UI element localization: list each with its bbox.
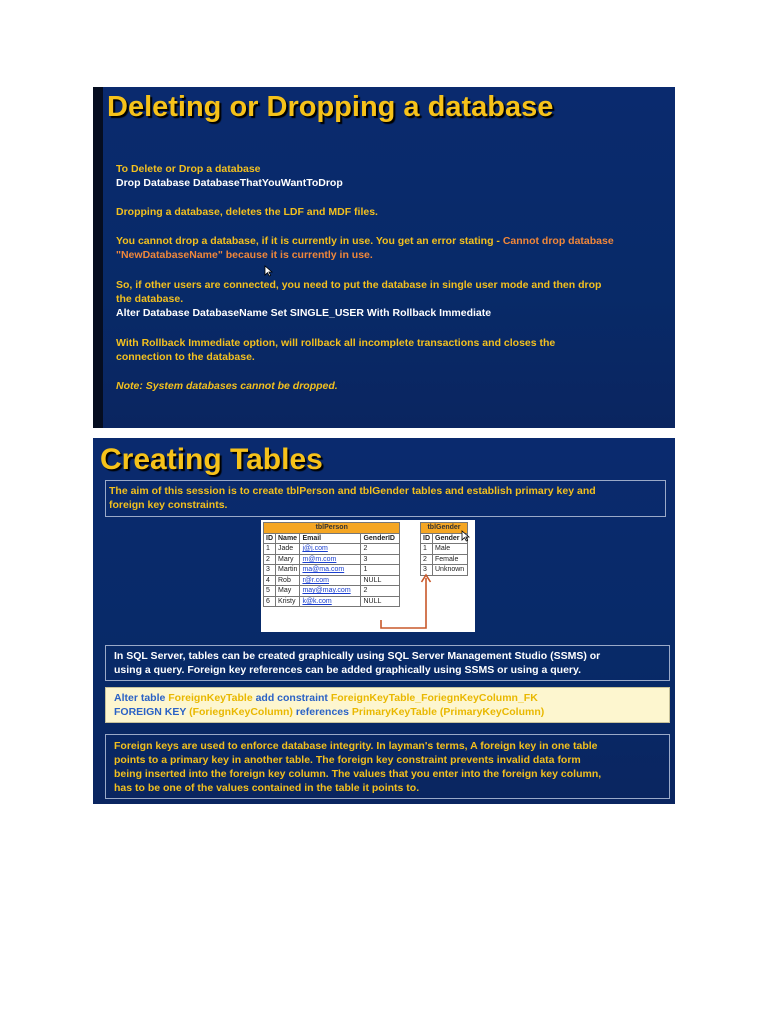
email-link[interactable]: may@may.com xyxy=(300,586,361,597)
code-param: PrimaryKeyTable xyxy=(351,706,437,718)
note-text: Note: System databases cannot be dropped. xyxy=(116,380,338,392)
mouse-cursor-icon xyxy=(264,265,273,277)
code-keyword: FOREIGN KEY xyxy=(114,706,190,718)
column-header: ID xyxy=(421,533,433,544)
table-cell: Mary xyxy=(276,554,300,565)
email-link[interactable]: ma@ma.com xyxy=(300,565,361,576)
column-header: Name xyxy=(276,533,300,544)
code-param: (PrimaryKeyColumn) xyxy=(436,706,545,718)
table-cell: Unknown xyxy=(433,565,468,576)
code-keyword: Alter table xyxy=(114,692,169,704)
table-cell: Rob xyxy=(276,575,300,586)
info-box xyxy=(105,645,670,681)
mouse-cursor-icon xyxy=(461,530,470,542)
code-keyword: references xyxy=(292,706,352,718)
text-line: In SQL Server, tables can be created graphically using SQL Server Management Studio (SSMS) or xyxy=(114,650,601,662)
email-link[interactable]: j@j.com xyxy=(300,544,361,555)
text-line: the database. xyxy=(116,293,184,305)
text-line xyxy=(116,234,614,248)
text-line: foreign key constraints. xyxy=(109,499,228,511)
tables-diagram xyxy=(261,520,475,632)
column-header: Email xyxy=(300,533,361,544)
text-line: using a query. Foreign key references can be added graphically using SSMS or using a query. xyxy=(114,664,581,676)
text-line: connection to the database. xyxy=(116,351,255,363)
table-cell: Martin xyxy=(276,565,300,576)
text-line: With Rollback Immediate option, will rollback all incomplete transactions and closes the xyxy=(116,337,556,349)
slide-title: Creating Tables xyxy=(100,443,323,476)
slide-deleting-database xyxy=(93,87,675,428)
text-line: To Delete or Drop a database xyxy=(116,163,261,175)
foreign-key-arrow-icon xyxy=(261,520,475,632)
table-cell: 3 xyxy=(421,565,433,576)
text-line: So, if other users are connected, you need to put the database in single user mode and then drop xyxy=(116,279,602,291)
text-line: The aim of this session is to create tblPerson and tblGender tables and establish primary key and xyxy=(109,485,596,497)
intro-box xyxy=(105,480,666,517)
email-link[interactable]: k@k.com xyxy=(300,596,361,607)
code-param: ForeignKeyTable xyxy=(168,692,253,704)
table-cell: 2 xyxy=(421,554,433,565)
slide-title: Deleting or Dropping a database xyxy=(107,91,554,123)
table-cell: 3 xyxy=(361,554,400,565)
table-cell: Female xyxy=(433,554,468,565)
table-cell: NULL xyxy=(361,575,400,586)
error-text: Cannot drop database xyxy=(502,235,614,247)
table-cell: 5 xyxy=(264,586,276,597)
text-line: points to a primary key in another table. The foreign key constraint prevents invalid data form xyxy=(114,754,581,766)
slide-left-border xyxy=(93,87,103,428)
table-cell: May xyxy=(276,586,300,597)
email-link[interactable]: r@r.com xyxy=(300,575,361,586)
table-cell: Male xyxy=(433,544,468,555)
text-line: Foreign keys are used to enforce database integrity. In layman's terms, A foreign key in one table xyxy=(114,740,598,752)
code-keyword: add constraint xyxy=(252,692,331,704)
column-header: GenderID xyxy=(361,533,400,544)
slide-creating-tables xyxy=(93,438,675,804)
text-line: being inserted into the foreign key column. The values that you enter into the foreign key column, xyxy=(114,768,602,780)
text-span: You cannot drop a database, if it is currently in use. You get an error stating - xyxy=(116,235,503,247)
email-link[interactable]: m@m.com xyxy=(300,554,361,565)
table-cell: 2 xyxy=(361,544,400,555)
table-cell: 4 xyxy=(264,575,276,586)
table-cell: 2 xyxy=(361,586,400,597)
table-cell: NULL xyxy=(361,596,400,607)
table-caption: tblPerson xyxy=(264,523,400,534)
code-line xyxy=(114,705,544,719)
table-cell: 2 xyxy=(264,554,276,565)
table-caption: tblGender xyxy=(421,523,468,534)
table-cell: 3 xyxy=(264,565,276,576)
table-cell: 1 xyxy=(264,544,276,555)
sql-code-box xyxy=(105,687,670,723)
code-param: ForeignKeyTable_ForiegnKeyColumn_FK xyxy=(330,692,538,704)
code-line xyxy=(114,691,538,705)
table-cell: Kristy xyxy=(276,596,300,607)
code-param: (ForiegnKeyColumn) xyxy=(189,706,293,718)
info-box xyxy=(105,734,670,799)
text-line: has to be one of the values contained in the table it points to. xyxy=(114,782,420,794)
error-text: "NewDatabaseName" because it is currently in use. xyxy=(116,249,373,261)
table-cell: Jade xyxy=(276,544,300,555)
table-cell: 1 xyxy=(421,544,433,555)
column-header: Gender xyxy=(433,533,468,544)
text-line: Dropping a database, deletes the LDF and MDF files. xyxy=(116,206,378,218)
table-cell: 6 xyxy=(264,596,276,607)
table-cell: 1 xyxy=(361,565,400,576)
code-line: Alter Database DatabaseName Set SINGLE_USER With Rollback Immediate xyxy=(116,307,492,319)
code-line: Drop Database DatabaseThatYouWantToDrop xyxy=(116,177,343,189)
column-header: ID xyxy=(264,533,276,544)
